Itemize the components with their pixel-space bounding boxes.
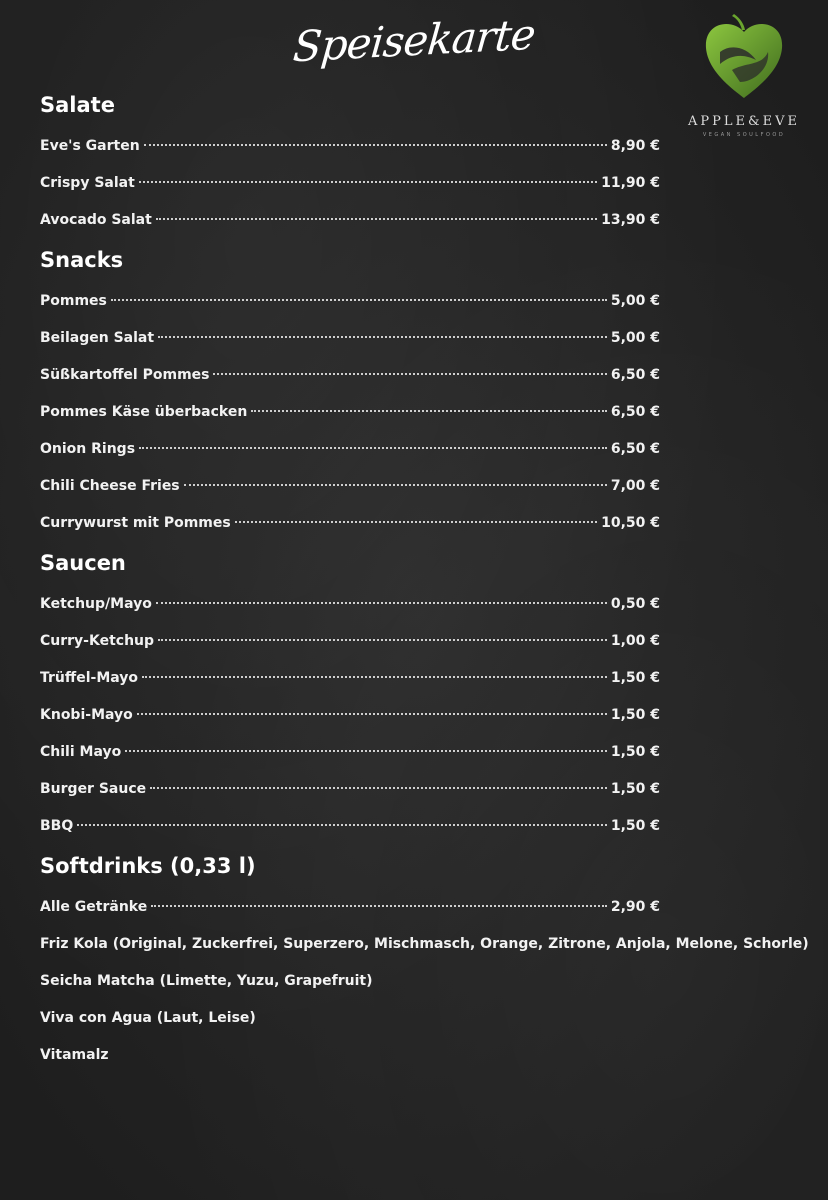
- dot-leader: [184, 484, 607, 486]
- dot-leader: [139, 181, 597, 183]
- item-price: 5,00 €: [610, 293, 660, 309]
- item-name: Crispy Salat: [40, 175, 135, 191]
- dot-leader: [111, 299, 607, 301]
- dot-leader: [150, 787, 607, 789]
- menu-item: [40, 320, 660, 357]
- item-price: 2,90 €: [610, 899, 660, 915]
- item-price: 11,90 €: [601, 175, 660, 191]
- item-price: 7,00 €: [610, 478, 660, 494]
- item-price: 6,50 €: [610, 441, 660, 457]
- page-title: Speisekarte: [291, 9, 537, 72]
- menu-item: [40, 734, 660, 771]
- section-salate: [40, 88, 660, 239]
- menu-item: [40, 394, 660, 431]
- section-title: Snacks: [40, 248, 124, 272]
- dot-leader: [251, 410, 607, 412]
- item-name: Beilagen Salat: [40, 330, 155, 346]
- item-price: 5,00 €: [610, 330, 660, 346]
- menu-item: [40, 586, 660, 623]
- dot-leader: [137, 713, 607, 715]
- menu-item: [40, 165, 660, 202]
- item-price: 1,50 €: [610, 781, 660, 797]
- section-title: Salate: [40, 93, 115, 117]
- menu-item: [40, 128, 660, 165]
- item-name: Ketchup/Mayo: [40, 596, 152, 612]
- dot-leader: [139, 447, 607, 449]
- item-name: Trüffel-Mayo: [40, 670, 139, 686]
- menu-item: [40, 357, 660, 394]
- section-saucen: [40, 546, 660, 845]
- menu-item: [40, 431, 660, 468]
- dot-leader: [125, 750, 607, 752]
- item-name: BBQ: [40, 818, 74, 834]
- drink-description: Seicha Matcha (Limette, Yuzu, Grapefruit): [40, 973, 373, 989]
- drink-description: Vitamalz: [40, 1047, 109, 1063]
- section-snacks: [40, 243, 660, 542]
- section-title: Saucen: [40, 551, 126, 575]
- apple-heart-icon: [696, 12, 792, 108]
- dot-leader: [158, 336, 607, 338]
- item-name: Eve's Garten: [40, 138, 140, 154]
- dot-leader: [156, 218, 597, 220]
- brand-tagline: VEGAN SOULFOOD: [702, 132, 786, 138]
- item-name: Knobi-Mayo: [40, 707, 133, 723]
- item-price: 0,50 €: [610, 596, 660, 612]
- menu-item: [40, 660, 660, 697]
- item-name: Chili Cheese Fries: [40, 478, 180, 494]
- menu-item: [40, 808, 660, 845]
- menu-item: [40, 697, 660, 734]
- menu-item: [40, 283, 660, 320]
- dot-leader: [151, 905, 607, 907]
- item-name: Pommes: [40, 293, 107, 309]
- brand-name: APPLE&EVE: [688, 114, 800, 129]
- item-name: Pommes Käse überbacken: [40, 404, 248, 420]
- item-price: 1,00 €: [610, 633, 660, 649]
- item-price: 1,50 €: [610, 670, 660, 686]
- dot-leader: [144, 144, 607, 146]
- brand-logo: [668, 12, 820, 142]
- menu-item: [40, 505, 660, 542]
- item-name: Currywurst mit Pommes: [40, 515, 231, 531]
- section-softdrinks: [40, 849, 809, 1074]
- dot-leader: [158, 639, 607, 641]
- drink-description: Viva con Agua (Laut, Leise): [40, 1010, 256, 1026]
- section-title: Softdrinks (0,33 l): [40, 854, 256, 878]
- item-name: Onion Rings: [40, 441, 136, 457]
- menu-item: [40, 889, 660, 926]
- item-name: Curry-Ketchup: [40, 633, 155, 649]
- item-name: Burger Sauce: [40, 781, 147, 797]
- dot-leader: [142, 676, 607, 678]
- dot-leader: [77, 824, 607, 826]
- menu-item: [40, 623, 660, 660]
- menu-item: [40, 468, 660, 505]
- item-price: 13,90 €: [601, 212, 660, 228]
- dot-leader: [213, 373, 606, 375]
- drink-description: Friz Kola (Original, Zuckerfrei, Superzero, Mischmasch, Orange, Zitrone, Anjola, Melone, Schorle): [40, 936, 809, 952]
- menu-item: [40, 771, 660, 808]
- item-price: 10,50 €: [601, 515, 660, 531]
- item-price: 1,50 €: [610, 744, 660, 760]
- item-price: 6,50 €: [610, 404, 660, 420]
- item-price: 1,50 €: [610, 707, 660, 723]
- item-name: Alle Getränke: [40, 899, 148, 915]
- item-name: Avocado Salat: [40, 212, 152, 228]
- item-price: 8,90 €: [610, 138, 660, 154]
- item-name: Chili Mayo: [40, 744, 122, 760]
- dot-leader: [156, 602, 607, 604]
- menu-item: [40, 202, 660, 239]
- item-price: 6,50 €: [610, 367, 660, 383]
- item-name: Süßkartoffel Pommes: [40, 367, 210, 383]
- item-price: 1,50 €: [610, 818, 660, 834]
- dot-leader: [235, 521, 597, 523]
